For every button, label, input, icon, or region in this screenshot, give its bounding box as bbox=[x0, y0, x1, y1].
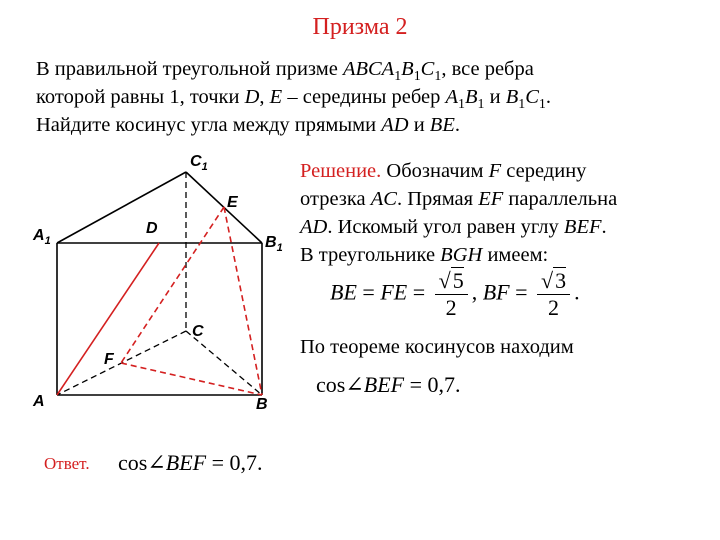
solution-line-3: AD. Искомый угол равен углу BEF. bbox=[300, 216, 607, 238]
label-c1: $C_1$ bbox=[190, 153, 208, 173]
problem-line-1: В правильной треугольной призме $ABCA_1B_1C_1$, все ребра bbox=[36, 58, 534, 84]
page-title: Призма 2 bbox=[312, 14, 408, 40]
formula-cos-result: cos∠BEF = 0,7. bbox=[316, 372, 461, 397]
solution-line-2: отрезка AC. Прямая EF параллельна bbox=[300, 188, 618, 210]
formula-lengths: BE = FE = $\frac{√5}{2}$ , BF = $\frac{√3}{2}$ . bbox=[330, 268, 580, 320]
label-a: A bbox=[33, 393, 45, 410]
answer-formula: cos∠BEF = 0,7. bbox=[118, 450, 263, 475]
line-be bbox=[224, 207, 262, 395]
solution-line-4: В треугольнике BGH имеем: bbox=[300, 244, 549, 266]
solution-line-1: Решение. Обозначим F середину bbox=[300, 160, 587, 182]
label-b1: $B_1$ bbox=[265, 234, 283, 254]
label-f: F bbox=[104, 351, 114, 368]
line-ad bbox=[57, 243, 159, 395]
line-bf bbox=[121, 363, 262, 395]
label-e: E bbox=[227, 194, 238, 211]
problem-line-2: которой равны 1, точки D, E – середины ребер $A_1B_1$ и $B_1C_1$. bbox=[36, 86, 551, 112]
construction-lines bbox=[57, 207, 262, 395]
label-c: C bbox=[192, 323, 204, 340]
problem-line-3: Найдите косинус угла между прямыми AD и BE. bbox=[36, 114, 460, 136]
line-ef bbox=[121, 207, 224, 363]
answer-label: Ответ. bbox=[44, 454, 90, 473]
label-d: D bbox=[146, 220, 158, 237]
label-a1: $A_1$ bbox=[33, 227, 51, 247]
theorem-text: По теореме косинусов находим bbox=[300, 336, 574, 358]
label-b: B bbox=[256, 396, 268, 413]
